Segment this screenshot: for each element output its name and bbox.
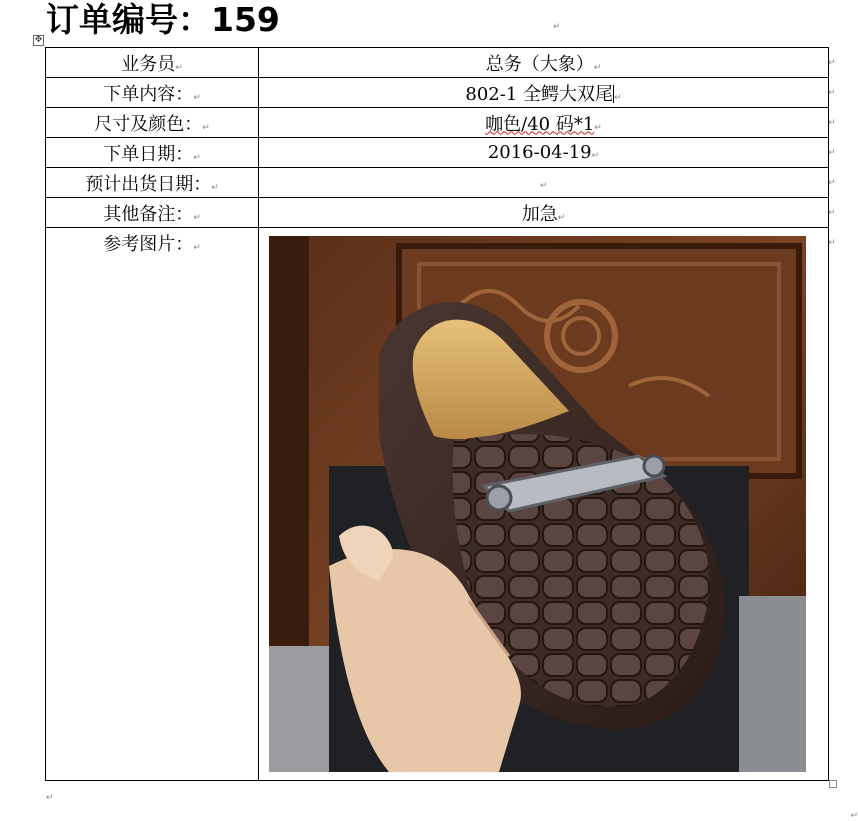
order-table [45,47,829,781]
paragraph-mark: ↵ [211,183,219,193]
label-cell[interactable] [46,228,259,781]
row-end-mark: ↵ [828,238,836,248]
remarks-value: 加急 [522,204,558,225]
photo-cell[interactable] [259,228,829,781]
table-resize-handle-icon[interactable] [829,780,837,788]
paragraph-mark: ↵ [558,213,566,223]
value-cell[interactable] [259,108,829,138]
row-end-mark: ↵ [828,148,836,158]
row-label: 尺寸及颜色： [94,114,202,135]
row-label: 其他备注： [103,204,193,225]
paragraph-mark: ↵ [851,811,858,821]
loafer-shoe-photo[interactable] [269,236,806,772]
table-row [46,198,829,228]
row-end-mark: ↵ [828,58,836,68]
label-cell[interactable] [46,48,259,78]
label-cell[interactable] [46,198,259,228]
salesperson-value: 总务（大象） [486,54,594,75]
table-row [46,78,829,108]
label-cell[interactable] [46,138,259,168]
row-label: 下单日期： [103,144,193,165]
value-cell[interactable] [259,198,829,228]
row-label: 业务员 [121,54,175,75]
paragraph-mark: ↵ [594,63,602,73]
table-move-handle-icon[interactable]: ✥ [33,35,44,46]
paragraph-mark: ↵ [592,151,600,161]
order-content-value: 802-1 全鳄大双尾 [465,84,613,105]
size-color-value: 咖色/40 码*1 [485,114,594,135]
row-label: 下单内容： [103,84,193,105]
paragraph-mark: ↵ [193,153,201,163]
value-cell[interactable] [259,78,829,108]
row-end-mark: ↵ [828,178,836,188]
table-row [46,138,829,168]
table-row [46,48,829,78]
table-row [46,228,829,781]
paragraph-mark: ↵ [614,93,622,103]
paragraph-mark: ↵ [594,123,602,133]
label-cell[interactable] [46,78,259,108]
paragraph-mark: ↵ [193,93,201,103]
order-date-value: 2016-04-19 [488,142,592,163]
row-end-mark: ↵ [828,88,836,98]
paragraph-mark: ↵ [175,63,183,73]
value-cell[interactable] [259,138,829,168]
value-cell[interactable] [259,168,829,198]
row-end-mark: ↵ [828,208,836,218]
paragraph-mark: ↵ [193,243,201,253]
row-end-mark: ↵ [828,118,836,128]
paragraph-mark: ↵ [202,123,210,133]
label-cell[interactable] [46,168,259,198]
table-row [46,168,829,198]
label-cell[interactable] [46,108,259,138]
row-label: 参考图片： [103,228,193,256]
paragraph-mark: ↵ [540,181,548,191]
order-number-title: 订单编号：159 [46,0,280,40]
paragraph-mark: ↵ [193,213,201,223]
paragraph-mark: ↵ [553,22,561,32]
table-row [46,108,829,138]
row-label: 预计出货日期： [85,174,211,195]
paragraph-mark: ↵ [46,793,54,803]
value-cell[interactable] [259,48,829,78]
